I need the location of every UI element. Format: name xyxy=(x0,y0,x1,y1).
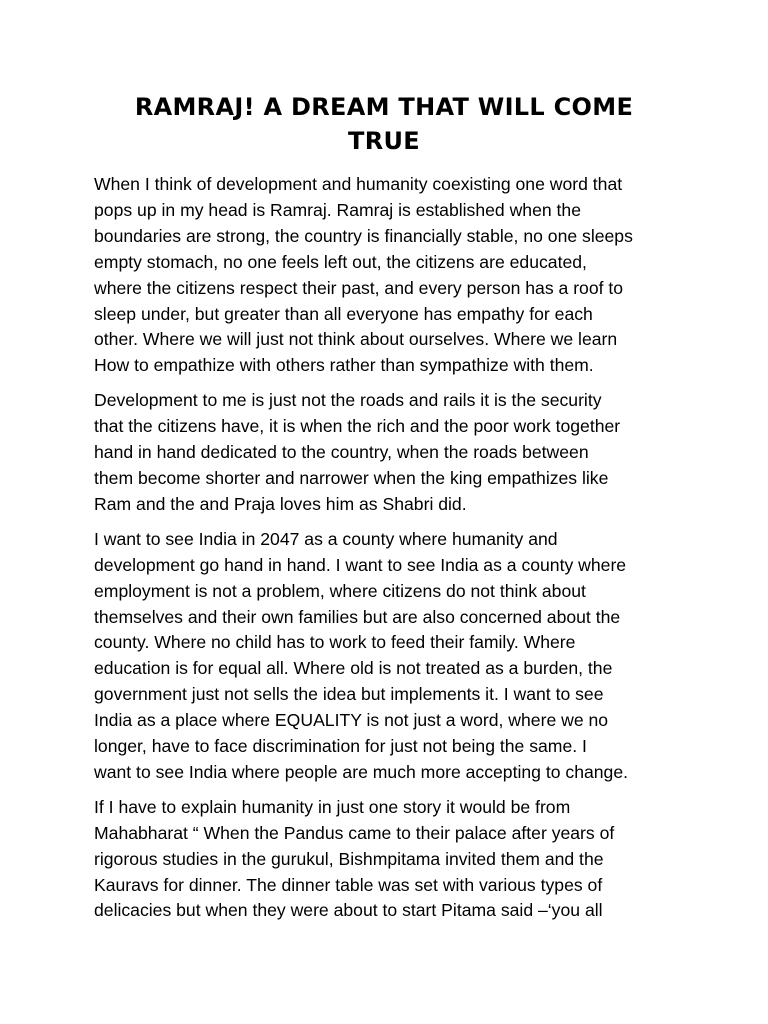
paragraph-1 xyxy=(94,172,684,379)
paragraph-3 xyxy=(94,527,684,786)
title-line-2: TRUE xyxy=(348,127,420,155)
text-line: other. Where we will just not think about ourselves. Where we learn xyxy=(94,329,618,350)
text-line: employment is not a problem, where citizens do not think about xyxy=(94,580,586,601)
text-line: hand in hand dedicated to the country, when the roads between xyxy=(94,442,589,463)
text-line: development go hand in hand. I want to see India as a county where xyxy=(94,554,627,575)
text-line: rigorous studies in the gurukul, Bishmpitama invited them and the xyxy=(94,848,604,869)
title-line-1: RAMRAJ! A DREAM THAT WILL COME xyxy=(134,93,634,121)
text-line: education is for equal all. Where old is not treated as a burden, the xyxy=(94,658,613,679)
document-title xyxy=(96,90,672,158)
text-line: When I think of development and humanity coexisting one word that xyxy=(94,174,623,194)
text-line: sleep under, but greater than all everyone has empathy for each xyxy=(94,303,593,324)
text-line: pops up in my head is Ramraj. Ramraj is established when the xyxy=(94,199,581,220)
text-line: county. Where no child has to work to feed their family. Where xyxy=(94,632,576,653)
text-line: delicacies but when they were about to start Pitama said –‘you all xyxy=(94,900,603,921)
text-line: government just not sells the idea but implements it. I want to see xyxy=(94,684,604,705)
text-line: that the citizens have, it is when the rich and the poor work together xyxy=(94,416,621,437)
text-line: longer, have to face discrimination for just not being the same. I xyxy=(94,736,587,757)
text-line: Mahabharat “ When the Pandus came to their palace after years of xyxy=(94,822,615,843)
text-line: Ram and the and Praja loves him as Shabri did. xyxy=(94,493,467,514)
text-line: themselves and their own families but are also concerned about the xyxy=(94,606,621,627)
text-line: empty stomach, no one feels left out, the citizens are educated, xyxy=(94,251,587,272)
text-line: Kauravs for dinner. The dinner table was set with various types of xyxy=(94,874,603,895)
text-line: want to see India where people are much more accepting to change. xyxy=(94,761,629,782)
text-line: them become shorter and narrower when the king empathizes like xyxy=(94,467,609,488)
text-line: If I have to explain humanity in just one story it would be from xyxy=(94,796,571,817)
text-line: India as a place where EQUALITY is not just a word, where we no xyxy=(94,710,609,731)
text-line: where the citizens respect their past, and every person has a roof to xyxy=(94,277,624,298)
text-line: How to empathize with others rather than sympathize with them. xyxy=(94,355,594,376)
paragraph-4 xyxy=(94,795,684,925)
paragraph-2 xyxy=(94,388,684,518)
document-body xyxy=(94,172,684,924)
text-line: Development to me is just not the roads and rails it is the security xyxy=(94,390,602,411)
text-line: boundaries are strong, the country is financially stable, no one sleeps xyxy=(94,225,633,246)
text-line: I want to see India in 2047 as a county where humanity and xyxy=(94,528,558,549)
